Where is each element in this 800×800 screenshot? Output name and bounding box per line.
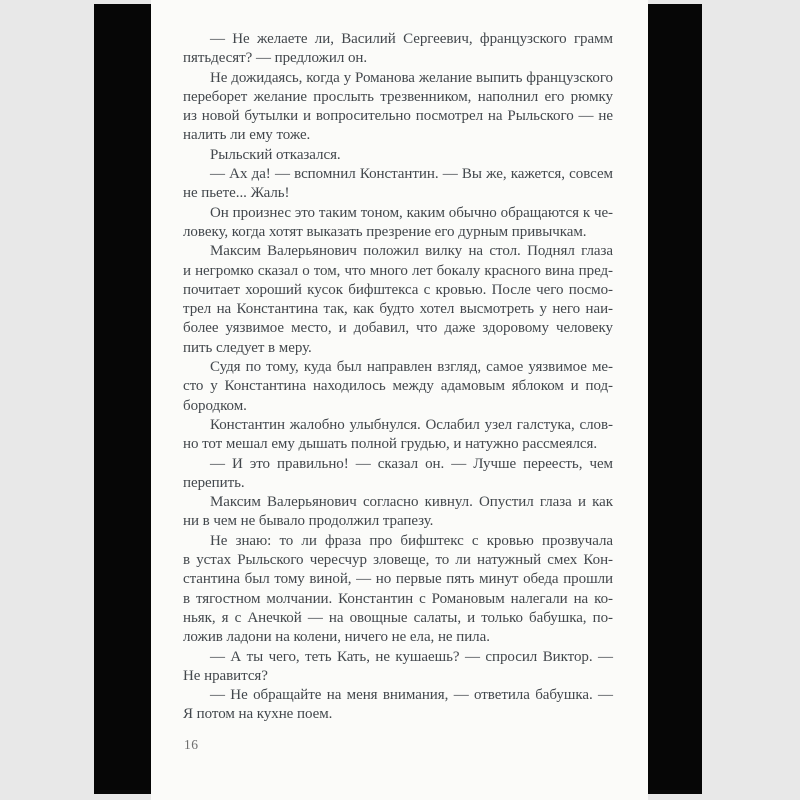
paragraph <box>183 686 613 725</box>
paragraph <box>183 165 613 204</box>
text-line: почитает хороший кусок бифштекса с кровью. После чего посмо- <box>183 281 613 298</box>
text-line: более уязвимое место, и добавил, что даже здоровому человеку <box>183 320 613 337</box>
text-line: Судя по тому, куда был направлен взгляд, самое уязвимое ме- <box>210 359 613 376</box>
text-line: в тягостном молчании. Константин с Романовым налегали на ко- <box>183 590 613 607</box>
text-line: стантина был тому виной, — но первые пять минут обеда прошли <box>183 571 613 588</box>
text-line: Он произнес это таким тоном, каким обычно обращаются к че- <box>210 204 613 221</box>
text-line: из новой бутылки и вопросительно посмотрел на Рыльского — не <box>183 108 613 125</box>
paragraph <box>183 493 613 532</box>
text-line: — А ты чего, теть Кать, не кушаешь? — спросил Виктор. — <box>210 648 613 665</box>
text-line: не пьете... Жаль! <box>183 185 290 202</box>
text-line: ни в чем не бывало продолжил трапезу. <box>183 513 434 530</box>
text-line: Не знаю: то ли фраза про бифштекс с кровью прозвучала <box>210 532 613 549</box>
text-line: ложив ладони на колени, ничего не ела, не пила. <box>183 629 490 646</box>
text-line: Не нравится? <box>183 667 268 684</box>
text-line: — И это правильно! — сказал он. — Лучше переесть, чем <box>210 455 613 472</box>
paragraph <box>183 146 613 165</box>
paragraph <box>183 69 613 146</box>
text-line: Я потом на кухне поем. <box>183 706 333 723</box>
text-line: пить следует в меру. <box>183 339 312 356</box>
text-line: — Не желаете ли, Василий Сергеевич, французского грамм <box>210 31 613 47</box>
text-line: налить ли ему тоже. <box>183 127 311 144</box>
text-line: ньяк, я с Анечкой — на овощные салаты, и только бабушка, по- <box>183 609 613 626</box>
text-line: сто у Константина находилось между адамовым яблоком и под- <box>183 378 613 395</box>
page-number: 16 <box>184 737 199 752</box>
paragraph <box>183 455 613 494</box>
text-line: трел на Константина так, как будто хотел высмотреть у него наи- <box>183 301 613 318</box>
text-line: — Ах да! — вспомнил Константин. — Вы же, кажется, совсем <box>210 166 613 183</box>
text-line: и негромко сказал о том, что много лет бокалу красного вина пред- <box>183 262 613 279</box>
text-line: Рыльский отказался. <box>210 146 341 163</box>
paragraph <box>183 648 613 687</box>
paragraph <box>183 358 613 416</box>
text-block <box>183 30 613 725</box>
text-line: но тот мешал ему дышать полной грудью, и натужно рассмеялся. <box>183 436 598 453</box>
text-line: — Не обращайте на меня внимания, — ответила бабушка. — <box>210 687 613 704</box>
text-line: пятьдесят? — предложил он. <box>183 50 368 67</box>
paragraph <box>183 204 613 243</box>
text-line: Константин жалобно улыбнулся. Ослабил узел галстука, слов- <box>210 416 613 433</box>
text-line: перепить. <box>183 474 245 491</box>
text-line: Максим Валерьянович согласно кивнул. Опустил глаза и как <box>210 494 613 511</box>
book-page <box>151 0 648 800</box>
book-edge-right-band <box>648 4 702 794</box>
text-line: Не дожидаясь, когда у Романова желание выпить французского <box>210 69 613 86</box>
text-line: Максим Валерьянович положил вилку на стол. Поднял глаза <box>210 243 613 260</box>
book-edge-left-band <box>94 4 151 794</box>
text-line: бородком. <box>183 397 247 414</box>
paragraph <box>183 532 613 648</box>
paragraph <box>183 30 613 69</box>
paragraph <box>183 416 613 455</box>
text-line: в устах Рыльского чересчур зловеще, то ли натужный смех Кон- <box>183 552 613 569</box>
text-line: ловеку, когда хотят выказать презрение его дурным привычкам. <box>183 223 587 240</box>
text-line: переборет желание прослыть трезвенником, наполнил его рюмку <box>183 88 613 105</box>
paragraph <box>183 242 613 358</box>
